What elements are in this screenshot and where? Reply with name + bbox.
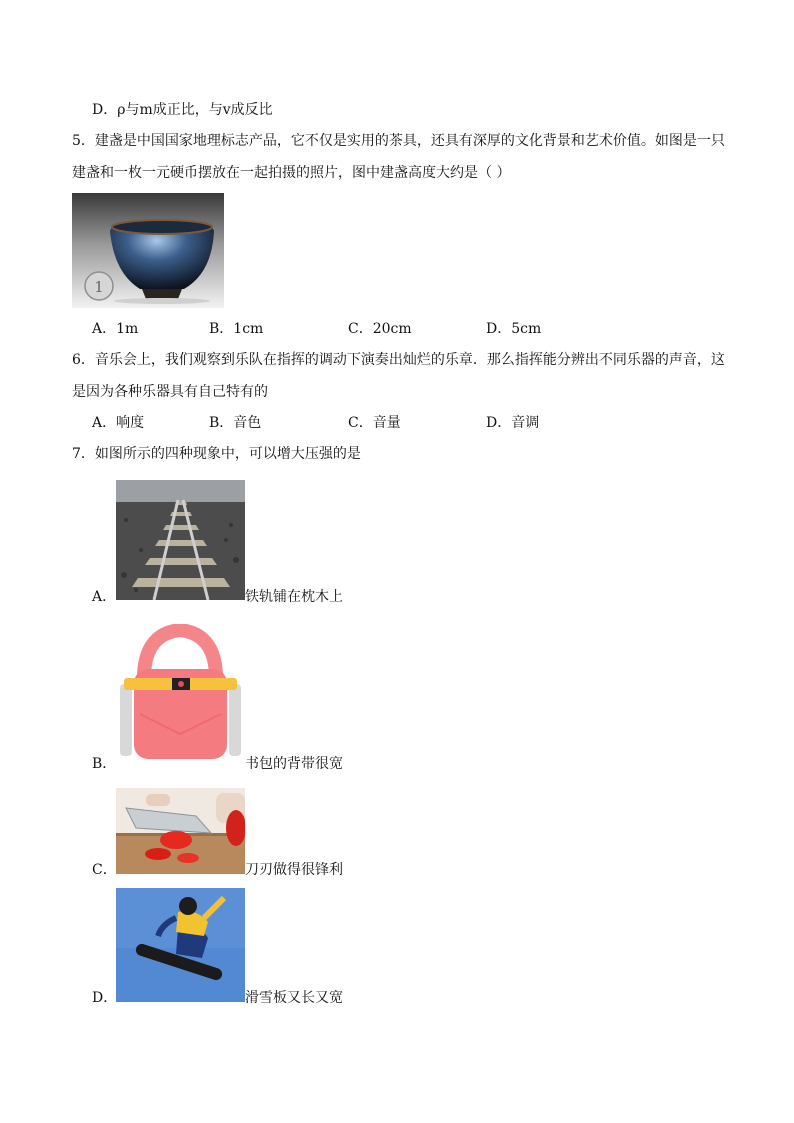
q7-option-c-letter[interactable]: C． [92, 862, 117, 878]
backpack-photo [116, 624, 245, 764]
q6-stem-line-2: 是因为各种乐器具有自己特有的 [72, 384, 268, 400]
q5-option-b[interactable]: B．1cm [209, 321, 264, 337]
q6-option-a[interactable]: A．响度 [92, 415, 145, 431]
q7-option-c-caption: 刀刃做得很锋利 [245, 862, 343, 878]
q4-option-d: D．ρ与m成正比，与v成反比 [92, 102, 273, 118]
q5-option-d[interactable]: D．5cm [486, 321, 542, 337]
q7-option-d-caption: 滑雪板又长又宽 [245, 990, 343, 1006]
q6-stem-line-1: 6．音乐会上，我们观察到乐队在指挥的调动下演奏出灿烂的乐章．那么指挥能分辨出不同乐器的声音，这 [72, 352, 725, 368]
jian-zhan-bowl-photo [72, 193, 224, 308]
q7-option-a-letter[interactable]: A． [92, 589, 117, 605]
q5-option-a[interactable]: A．1m [92, 321, 139, 337]
q5-option-c[interactable]: C．20cm [348, 321, 412, 337]
q7-stem: 7．如图所示的四种现象中，可以增大压强的是 [72, 446, 361, 462]
coin-label: 1 [94, 278, 104, 296]
q6-option-b[interactable]: B．音色 [209, 415, 262, 431]
q7-option-a-caption: 铁轨铺在枕木上 [245, 589, 343, 605]
q6-option-c[interactable]: C．音量 [348, 415, 401, 431]
railway-photo [116, 480, 245, 600]
q5-stem-line-1: 5．建盏是中国国家地理标志产品，它不仅是实用的茶具，还具有深厚的文化背景和艺术价值。如图是一只 [72, 133, 725, 149]
knife-tomato-photo [116, 788, 245, 874]
q7-option-d-letter[interactable]: D． [92, 990, 118, 1006]
q7-option-b-letter[interactable]: B． [92, 756, 117, 772]
q7-option-b-caption: 书包的背带很宽 [245, 756, 343, 772]
q6-option-d[interactable]: D．音调 [486, 415, 540, 431]
snowboarder-photo [116, 888, 245, 1002]
q5-stem-line-2: 建盏和一枚一元硬币摆放在一起拍摄的照片，图中建盏高度大约是（ ） [72, 165, 511, 181]
